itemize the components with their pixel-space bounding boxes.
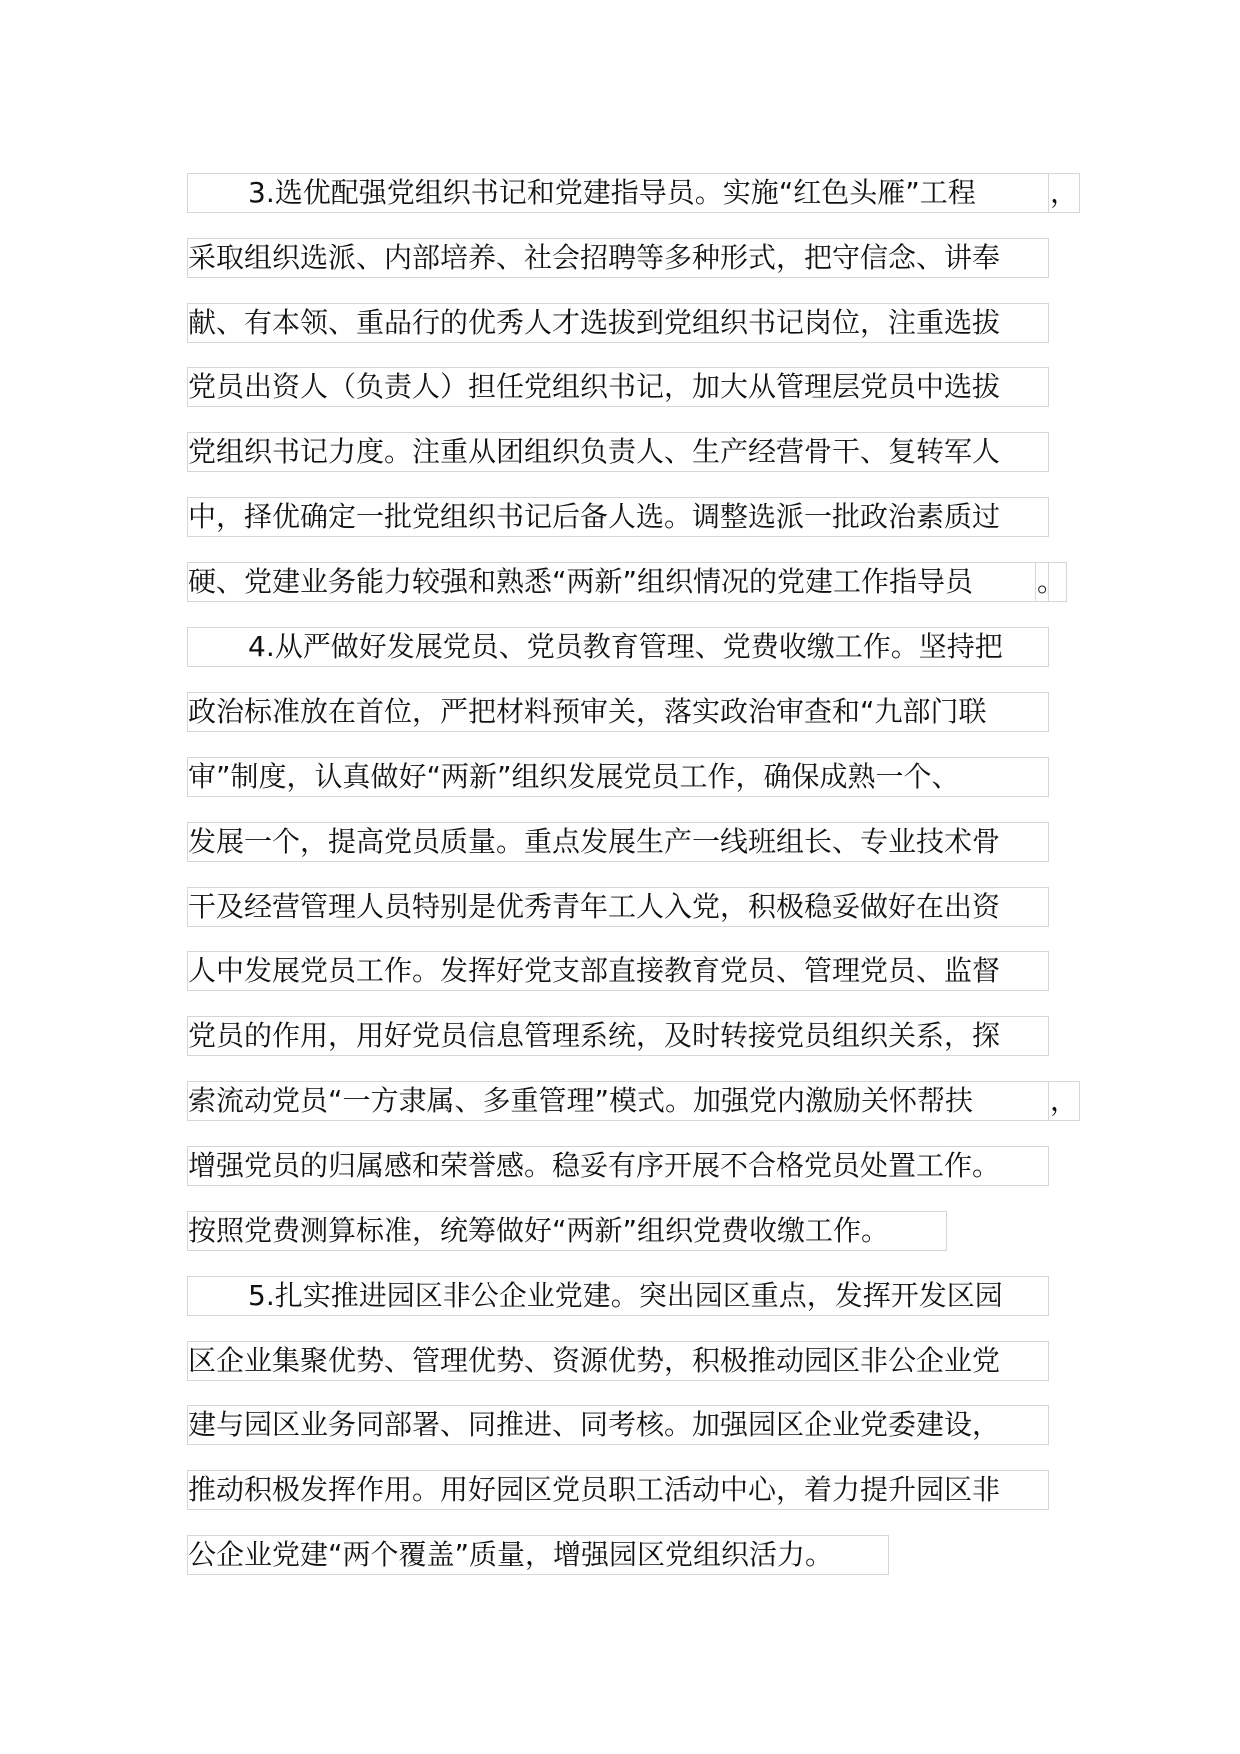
- p3-line-7-tail: 。: [1035, 562, 1067, 602]
- p4-line-1: 4.从严做好发展党员、党员教育管理、党费收缴工作。坚持把: [187, 627, 1049, 667]
- p4-line-8: 索流动党员“一方隶属、多重管理”模式。加强党内激励关怀帮扶: [187, 1081, 1049, 1121]
- p3-line-2: 采取组织选派、内部培养、社会招聘等多种形式，把守信念、讲奉: [187, 238, 1049, 278]
- p4-line-6: 人中发展党员工作。发挥好党支部直接教育党员、管理党员、监督: [187, 951, 1049, 991]
- p5-line-2: 区企业集聚优势、管理优势、资源优势，积极推动园区非公企业党: [187, 1341, 1049, 1381]
- p3-line-4: 党员出资人（负责人）担任党组织书记，加大从管理层党员中选拔: [187, 367, 1049, 407]
- p3-line-5: 党组织书记力度。注重从团组织负责人、生产经营骨干、复转军人: [187, 432, 1049, 472]
- p4-line-5: 干及经营管理人员特别是优秀青年工人入党，积极稳妥做好在出资: [187, 887, 1049, 927]
- p4-line-3: 审”制度，认真做好“两新”组织发展党员工作，确保成熟一个、: [187, 757, 1049, 797]
- p5-line-5: 公企业党建“两个覆盖”质量，增强园区党组织活力。: [187, 1535, 889, 1575]
- p4-line-9: 增强党员的归属感和荣誉感。稳妥有序开展不合格党员处置工作。: [187, 1146, 1049, 1186]
- p3-line-1-tail: ，: [1048, 173, 1080, 213]
- p4-line-2: 政治标准放在首位，严把材料预审关，落实政治审查和“九部门联: [187, 692, 1049, 732]
- p4-line-10: 按照党费测算标准，统筹做好“两新”组织党费收缴工作。: [187, 1211, 947, 1251]
- p5-line-3: 建与园区业务同部署、同推进、同考核。加强园区企业党委建设，: [187, 1405, 1049, 1445]
- p3-line-6: 中，择优确定一批党组织书记后备人选。调整选派一批政治素质过: [187, 497, 1049, 537]
- p3-line-3: 献、有本领、重品行的优秀人才选拔到党组织书记岗位，注重选拔: [187, 303, 1049, 343]
- p5-line-1: 5.扎实推进园区非公企业党建。突出园区重点，发挥开发区园: [187, 1276, 1049, 1316]
- p3-line-1: 3.选优配强党组织书记和党建指导员。实施“红色头雁”工程: [187, 173, 1049, 213]
- p4-line-4: 发展一个，提高党员质量。重点发展生产一线班组长、专业技术骨: [187, 822, 1049, 862]
- p4-line-7: 党员的作用，用好党员信息管理系统，及时转接党员组织关系，探: [187, 1016, 1049, 1056]
- p3-line-7: 硬、党建业务能力较强和熟悉“两新”组织情况的党建工作指导员: [187, 562, 1049, 602]
- p4-line-8-tail: ，: [1048, 1081, 1080, 1121]
- p5-line-4: 推动积极发挥作用。用好园区党员职工活动中心，着力提升园区非: [187, 1470, 1049, 1510]
